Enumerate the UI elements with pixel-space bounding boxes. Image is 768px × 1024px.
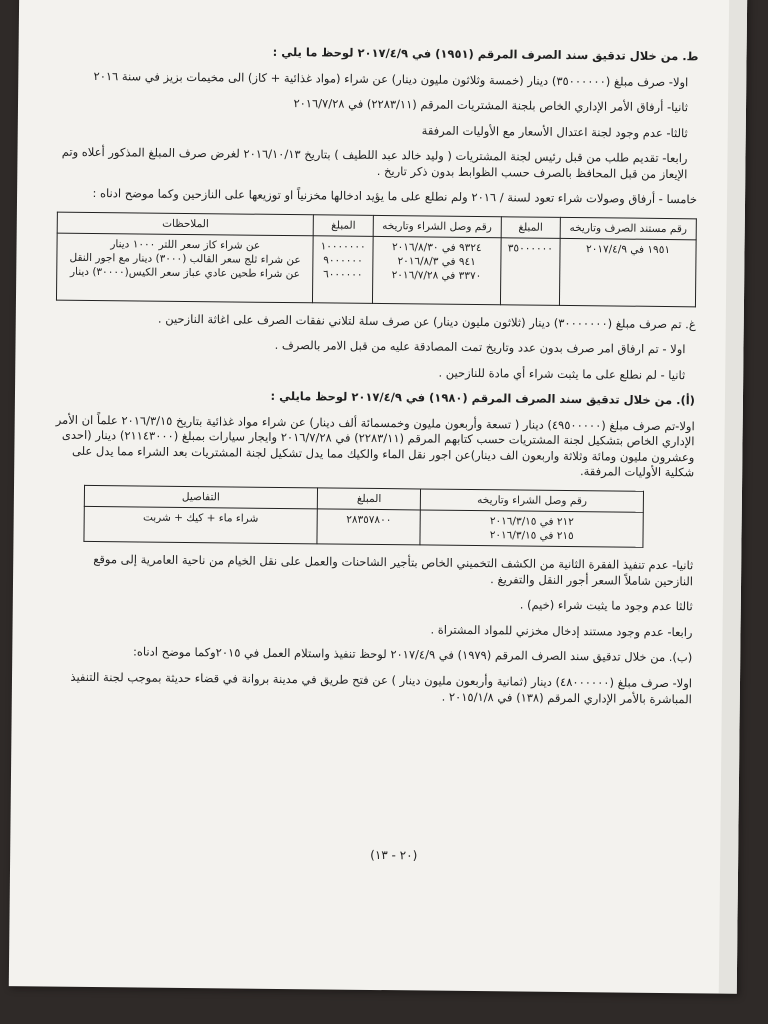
note-line: عن شراء ثلج سعر القالب (٣٠٠٠) دينار مع اجور النقل xyxy=(69,251,301,267)
amount-line: ٩٠٠٠٠٠٠ xyxy=(323,254,363,267)
section-gh-title: غ. تم صرف مبلغ (٣٠٠٠٠٠٠٠) دينار (ثلاثون مليون دينار) عن صرف سلة لتلاني نفقات الصرف على اغاثة النازحين . xyxy=(157,311,696,332)
receipt-line: ٢١٢ في ٢٠١٦/٣/١٥ xyxy=(489,515,574,529)
table-cell xyxy=(372,236,501,304)
table-header: الملاحظات xyxy=(57,212,314,236)
section-b-title: (ب). من خلال تدقيق سند الصرف المرقم (١٩٧٩) في ٢٠١٧/٤/٩ لوحظ تنفيذ واستلام العمل في ٢٠١٥وكما موضح ادناه: xyxy=(132,644,693,665)
amount-line: ٦٠٠٠٠٠٠ xyxy=(323,268,363,281)
table-cell xyxy=(420,510,643,548)
paragraph: اولا- صرف مبلغ (٣٥٠٠٠٠٠٠) دينار (خمسة وثلاثون مليون دينار) عن شراء (مواد غذائية + كاز) الى مخيمات بزيز في سنة ٢٠١٦ xyxy=(93,68,689,89)
paragraph: ثالثا- عدم وجود لجنة اعتدال الأسعار مع الأوليات المرفقة xyxy=(421,122,688,140)
document-page xyxy=(9,0,747,994)
receipts-table xyxy=(56,211,697,307)
paragraph: ثالثا عدم وجود ما يثبت شراء (خيم) . xyxy=(519,597,693,614)
paragraph: رابعا- عدم وجود مستند إدخال مخزني للمواد المشتراة . xyxy=(430,622,693,640)
receipt-line: ٩٤١ في ٢٠١٦/٨/٣ xyxy=(397,255,476,268)
amount-line: ١٠٠٠٠٠٠٠ xyxy=(320,240,366,253)
table-cell: ٢٨٣٥٧٨٠٠ xyxy=(317,509,421,545)
table-cell: ١٩٥١ في ٢٠١٧/٤/٩ xyxy=(559,238,696,306)
paragraph: اولا - تم ارفاق امر صرف بدون عدد وتاريخ تمت المصادقة عليه من قبل الامر بالصرف . xyxy=(274,338,686,357)
paragraph: ثانيا- عدم تنفيذ الفقرة الثانية من الكشف التخميني الخاص بتأجير الشاحنات والعمل على نقل الخيام من ناحية العامرية إلى موقع النازحين شاملاً السعر أجور النقل والتفريغ . xyxy=(93,552,694,589)
note-line: عن شراء كاز سعر اللتر ١٠٠٠ دينار xyxy=(110,237,261,252)
table-header: رقم مستند الصرف وتاريخه xyxy=(560,217,696,240)
table-cell: ٣٥٠٠٠٠٠٠ xyxy=(500,238,560,306)
table-cell xyxy=(56,233,313,303)
section-ta-title: ط. من خلال تدقيق سند الصرف المرقم (١٩٥١) في ٢٠١٧/٤/٩ لوحظ ما يلي : xyxy=(272,44,699,64)
table-header: رقم وصل الشراء وتاريخه xyxy=(373,215,501,238)
page-edge xyxy=(719,0,747,994)
table-row xyxy=(56,233,696,307)
page-number: (٢٠ - ١٣) xyxy=(370,847,418,863)
table-header: التفاصيل xyxy=(84,485,317,509)
document-body xyxy=(52,43,699,718)
table-header: المبلغ xyxy=(314,214,374,236)
section-a-title: (أ). من خلال تدقيق سند الصرف المرقم (١٩٨٠) في ٢٠١٧/٤/٩ لوحظ مايلي : xyxy=(270,389,696,408)
paragraph: ثانيا - لم نطلع على ما يثبت شراء أي مادة للنازحين . xyxy=(438,365,686,383)
receipt-line: ٢١٥ في ٢٠١٦/٣/١٥ xyxy=(489,529,574,543)
table-header: المبلغ xyxy=(501,216,561,238)
receipt-line: ٩٣٢٤ في ٢٠١٦/٨/٣٠ xyxy=(391,240,482,254)
paragraph: ثانيا- أرفاق الأمر الإداري الخاص بلجنة المشتريات المرقم (٢٢٨٣/١١) في ٢٠١٦/٧/٢٨ xyxy=(293,96,689,115)
paragraph: اولا-تم صرف مبلغ (٤٩٥٠٠٠٠٠) دينار ( تسعة وأربعون مليون وخمسمائة ألف دينار) عن شراء مواد غذائية بتاريخ ٢٠١٦/٣/١٥ علماً ان الأمر الإداري الخاص بتشكيل لجنة المشتريات حسب كتابهم المرقم (٢٢٨٣/١١) في ٢٠١٦/٧/٢٨ وايجار سيارات بمبلغ (٢١١٤٣٠٠٠) دينار (احدى وعشرون مليون ومائة وثلاثة واربعون الف دينار)عن اجور نقل الماء والكيك مما يدل تشكيل لجنة المشتريات بعد الشراء مما يدل على شكلية الأوليات المرفقة. xyxy=(55,412,695,480)
receipt-line: ٣٣٧٠ في ٢٠١٦/٧/٢٨ xyxy=(391,269,482,283)
paragraph: رابعا- تقديم طلب من قبل رئيس لجنة المشتريات ( وليد خالد عبد اللطيف ) بتاريخ ٢٠١٦/١٠/١٣ لغرض صرف المبلغ المذكور أعلاه وتم الإيعاز من قبل المحافظ بالصرف حسب الظوابط بدون ذكر تاريخ . xyxy=(61,144,688,181)
receipts-table-2 xyxy=(83,485,644,548)
table-header: المبلغ xyxy=(317,488,421,510)
table-header: رقم وصل الشراء وتاريخه xyxy=(421,489,644,513)
note-line: عن شراء طحين عادي عباز سعر الكيس(٣٠٠٠٠) دينار xyxy=(69,265,301,281)
table-cell xyxy=(313,236,373,304)
table-row xyxy=(84,507,643,548)
paragraph: خامسا - أرفاق وصولات شراء تعود لسنة / ٢٠١٦ ولم نطلع على ما يؤيد ادخالها مخزنياً او توزيعها على النازحين وكما موضح ادناه : xyxy=(92,186,698,207)
paragraph: اولا- صرف مبلغ (٤٨٠٠٠٠٠٠) دينار (ثمانية وأربعون مليون دينار ) عن فتح طريق في مدينة بروانة في قضاء حديثة بموجب لجنة التنفيذ المباشرة بالأمر الإداري المرقم (١٣٨) في ٢٠١٥/١/٨ . xyxy=(70,669,693,706)
table-cell: شراء ماء + كيك + شربت xyxy=(84,507,317,545)
